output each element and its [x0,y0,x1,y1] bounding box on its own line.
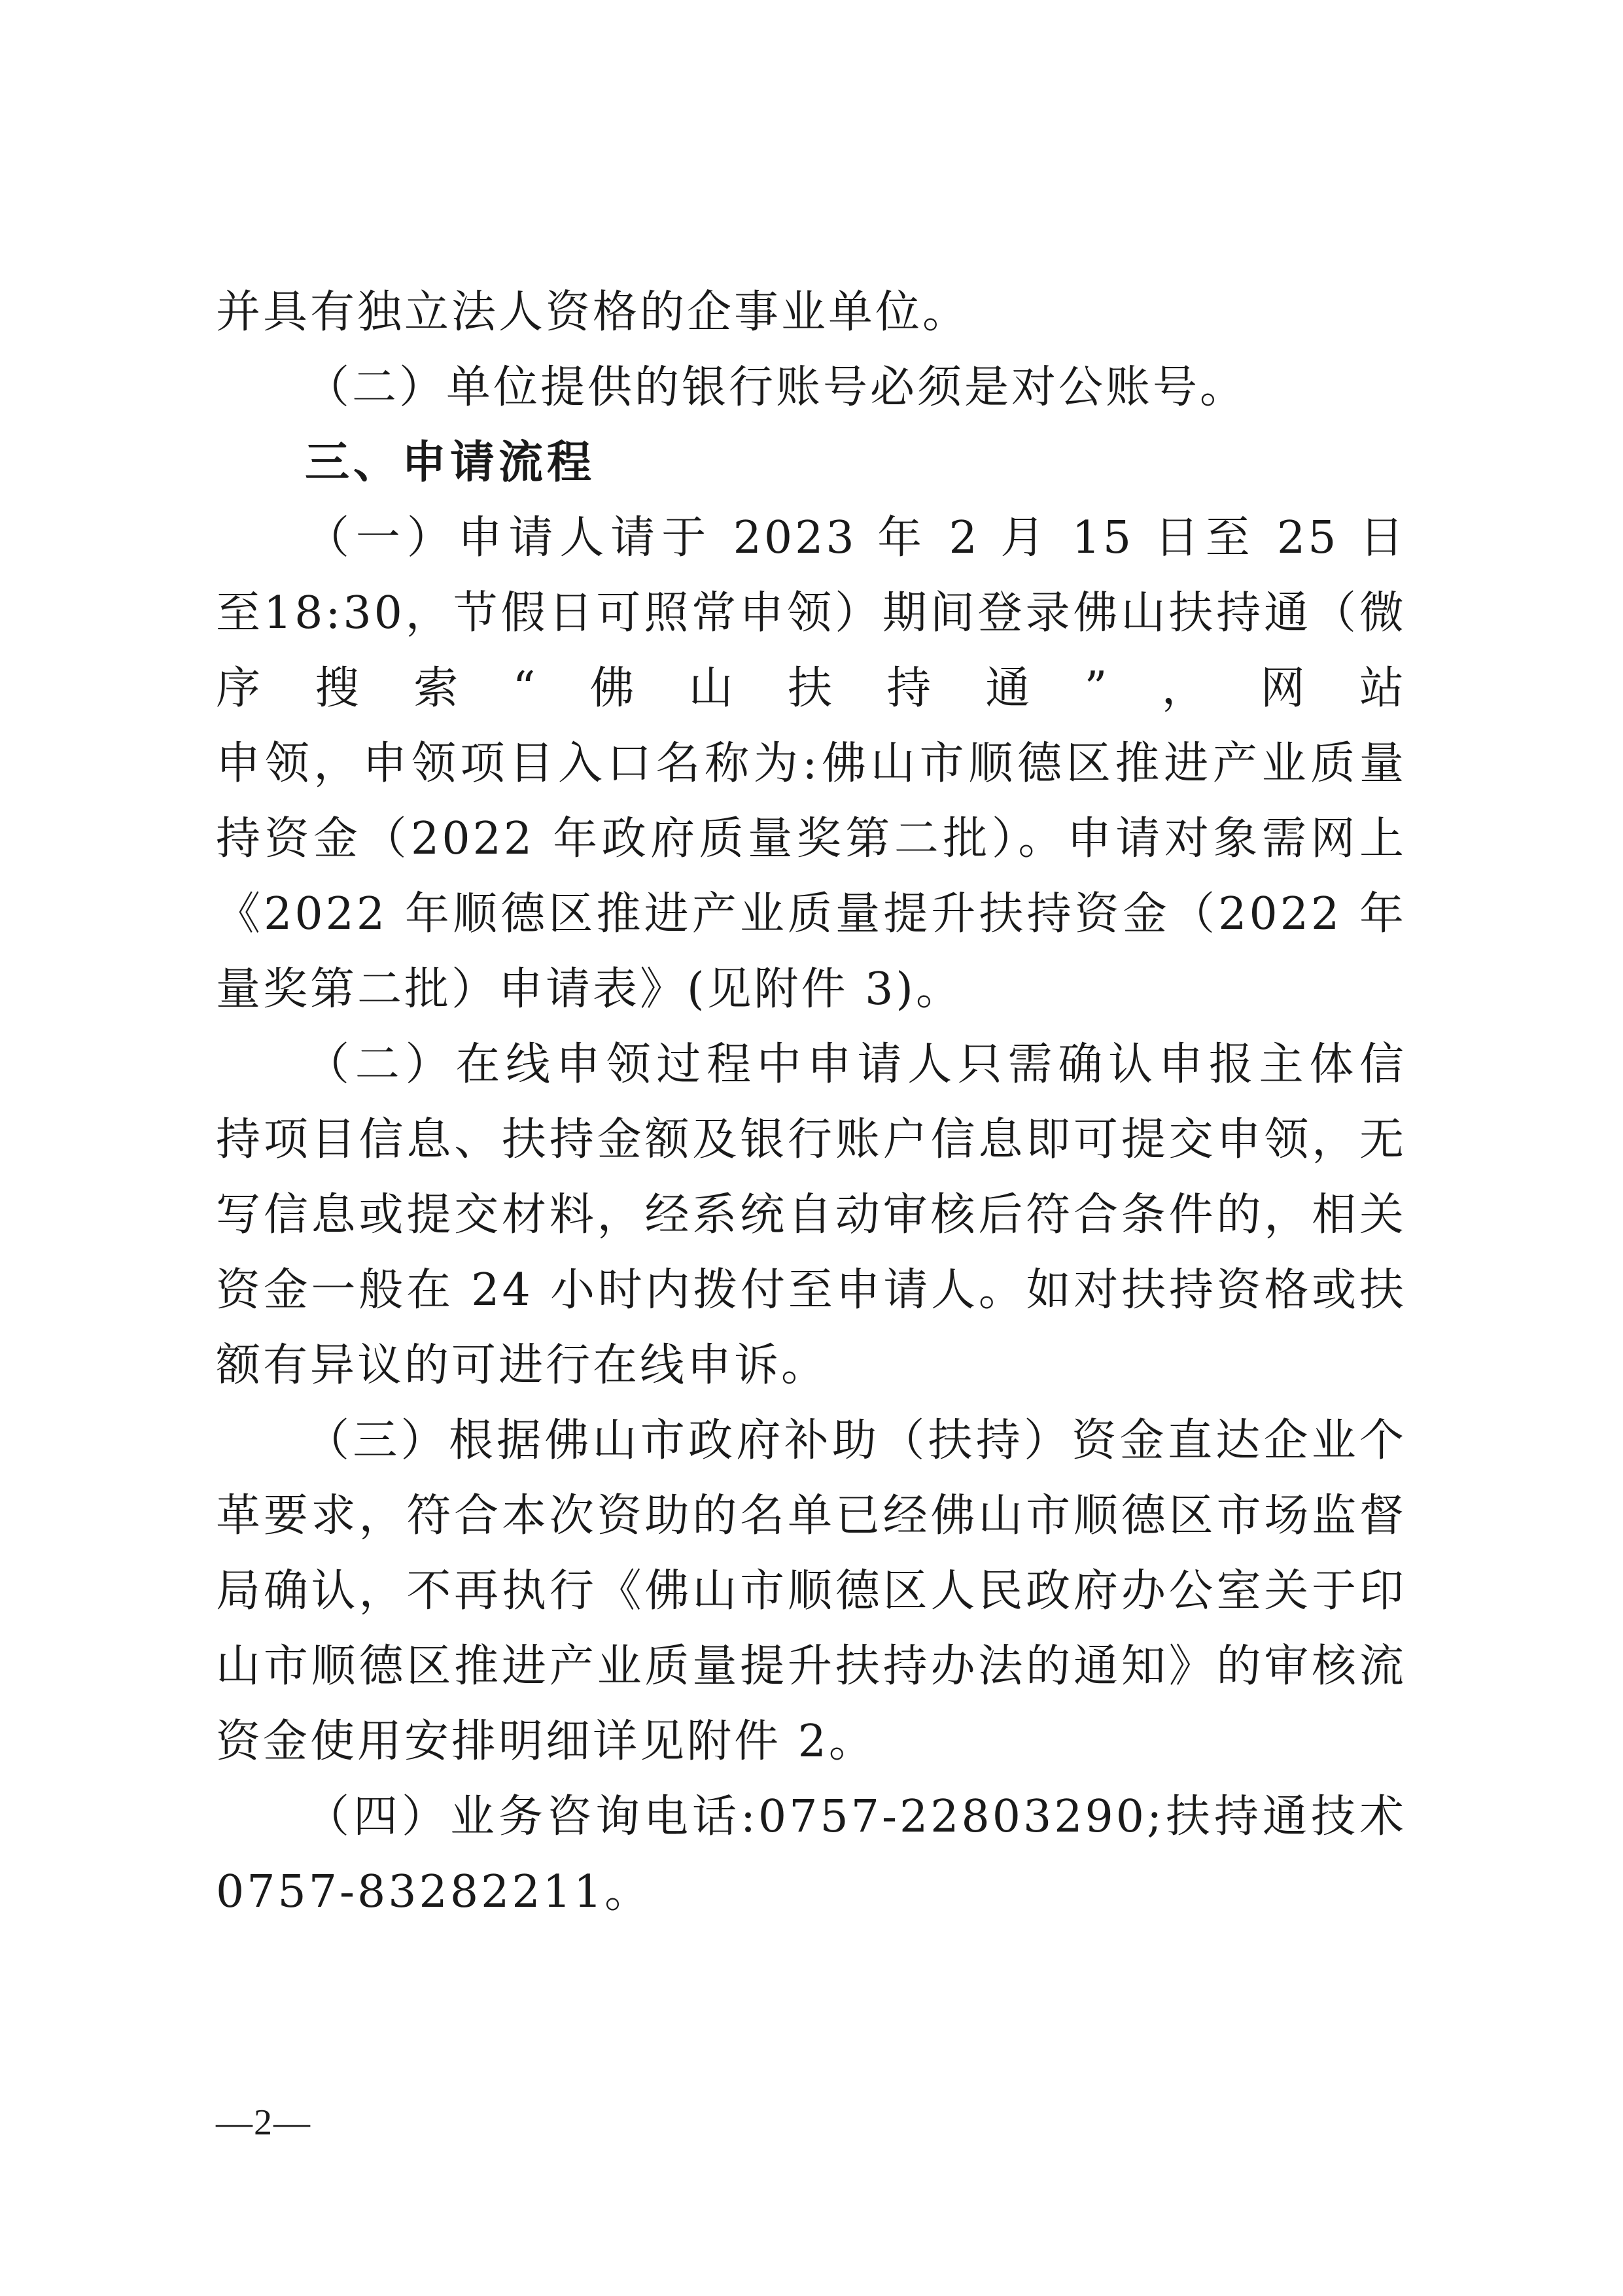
paragraph-line: 序搜索“佛山扶持通”，网站 [216,663,1406,714]
paragraph-line: 至18:30，节假日可照常申领）期间登录佛山扶持通（微 [216,587,1406,639]
paragraph-line: 革要求，符合本次资助的名单已经佛山市顺德区市场监督 [216,1490,1406,1542]
paragraph-line: （四）业务咨询电话:0757-22803290;扶持通技术 [305,1791,1406,1843]
paragraph-line: 量奖第二批）申请表》(见附件 3)。 [216,964,963,1015]
section-heading: 三、申请流程 [305,437,596,489]
paragraph-line: 写信息或提交材料，经系统自动审核后符合条件的，相关 [216,1189,1406,1241]
paragraph-line: 资金使用安排明细详见附件 2。 [216,1716,876,1767]
paragraph-line: 持项目信息、扶持金额及银行账户信息即可提交申领，无 [216,1114,1406,1166]
paragraph-line: 额有异议的可进行在线申诉。 [216,1340,829,1391]
paragraph-line: 《2022 年顺德区推进产业质量提升扶持资金（2022 年 [216,888,1406,940]
paragraph-line: 申领，申领项目入口名称为:佛山市顺德区推进产业质量 [216,738,1406,790]
paragraph-line: 资金一般在 24 小时内拨付至申请人。如对扶持资格或扶 [216,1264,1406,1316]
paragraph-line: （二）在线申领过程中申请人只需确认申报主体信 [305,1039,1406,1090]
paragraph-line: 持资金（2022 年政府质量奖第二批）。申请对象需网上 [216,813,1406,865]
paragraph-line: （二）单位提供的银行账号必须是对公账号。 [305,362,1248,413]
paragraph-line: 局确认，不再执行《佛山市顺德区人民政府办公室关于印 [216,1565,1406,1617]
paragraph-line: 山市顺德区推进产业质量提升扶持办法的通知》的审核流 [216,1641,1406,1692]
paragraph-line: 并具有独立法人资格的企事业单位。 [216,287,970,338]
paragraph-line: 0757-83282211。 [216,1866,652,1918]
page-number: —2— [216,2102,311,2143]
paragraph-line: （一）申请人请于 2023 年 2 月 15 日至 25 日 [305,512,1406,564]
document-body [216,275,1406,1930]
paragraph-line: （三）根据佛山市政府补助（扶持）资金直达企业个 [305,1415,1406,1467]
